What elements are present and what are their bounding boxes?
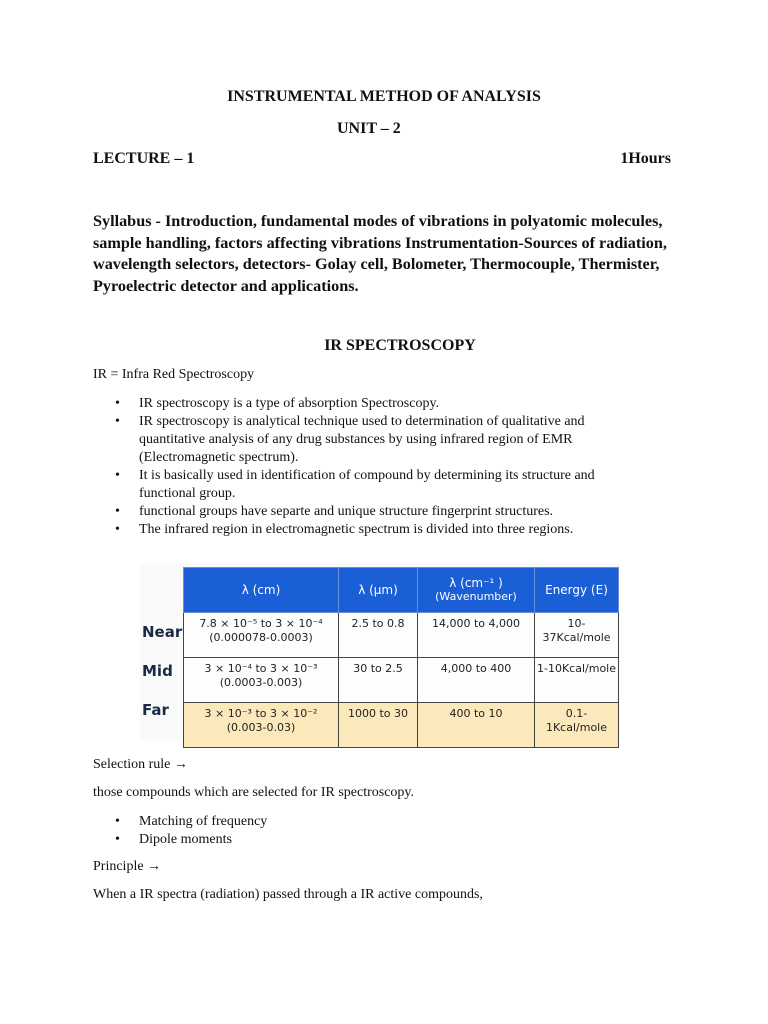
bullet-icon: • [115,504,120,519]
table-cell: 2.5 to 0.8 [339,613,418,658]
list-item: • IR spectroscopy is a type of absorption Spectroscopy. [115,396,440,411]
table-cell: 3 × 10⁻⁴ to 3 × 10⁻³ (0.0003-0.003) [184,658,339,703]
header-subline: (Wavenumber) [435,590,517,603]
header-cell [418,568,535,613]
table-header-row [184,568,619,613]
principle-heading: Principle → [93,859,162,874]
selection-rule-text: those compounds which are selected for IR spectroscopy. [93,785,414,800]
bullet-icon: • [115,832,120,847]
bullet-icon: • [115,522,120,537]
section-title: IR SPECTROSCOPY [324,337,476,354]
list-item: • It is basically used in identification of compound by determining its structure and functional group. [115,468,595,501]
hours-label: 1Hours [620,150,671,167]
ir-definition: IR = Infra Red Spectroscopy [93,367,255,382]
table-cell: 400 to 10 [418,703,535,748]
table-cell: 10- 37Kcal/mole [535,613,619,658]
ir-regions-table [183,567,619,748]
selection-rule-heading: Selection rule → [93,757,188,772]
list-item: • IR spectroscopy is analytical technique used to determination of qualitative and quantitative analysis of any drug substances by using infrared region of EMR (Electromagnetic spectrum). [115,414,585,465]
table-cell: 0.1-1Kcal/mole [535,703,619,748]
list-item: • The infrared region in electromagnetic spectrum is divided into three regions. [115,522,574,537]
table-row [184,613,619,658]
selection-bullet-list [93,813,653,849]
bullet-icon: • [115,814,120,829]
header-line: λ (cm⁻¹ ) [449,576,503,590]
table-cell: 1-10Kcal/mole [535,658,619,703]
table-cell: 3 × 10⁻³ to 3 × 10⁻² (0.003-0.03) [184,703,339,748]
lecture-label: LECTURE – 1 [93,150,195,167]
row-label-near: Near [142,623,183,641]
header-cell: Energy (E) [535,568,619,613]
row-label-mid: Mid [142,662,173,680]
row-label-far: Far [142,701,169,719]
table-cell: 1000 to 30 [339,703,418,748]
table-cell: 4,000 to 400 [418,658,535,703]
bullet-icon: • [115,414,120,429]
ir-bullet-list [93,395,653,539]
doc-title: INSTRUMENTAL METHOD OF ANALYSIS [227,88,541,105]
bullet-icon: • [115,396,120,411]
bullet-icon: • [115,468,120,483]
table-cell: 14,000 to 4,000 [418,613,535,658]
header-cell: λ (μm) [339,568,418,613]
table-cell: 30 to 2.5 [339,658,418,703]
principle-text: When a IR spectra (radiation) passed through a IR active compounds, [93,887,483,902]
ir-regions-table-image [140,563,620,741]
list-item: • Dipole moments [115,832,232,847]
table-row [184,703,619,748]
table-cell: 7.8 × 10⁻⁵ to 3 × 10⁻⁴ (0.000078-0.0003) [184,613,339,658]
list-item: • Matching of frequency [115,814,268,829]
syllabus-paragraph: Syllabus - Introduction, fundamental modes of vibrations in polyatomic molecules, sample handling, factors affecting vibrations Instrumentation-Sources of radiation, wavelength selectors, detectors- Golay cell, Bolometer, Thermocouple, Thermister, Pyroelectric detector and applications. [93,212,667,295]
list-item: • functional groups have separte and unique structure fingerprint structures. [115,504,554,519]
table-row [184,658,619,703]
header-cell: λ (cm) [184,568,339,613]
unit-label: UNIT – 2 [337,120,401,137]
